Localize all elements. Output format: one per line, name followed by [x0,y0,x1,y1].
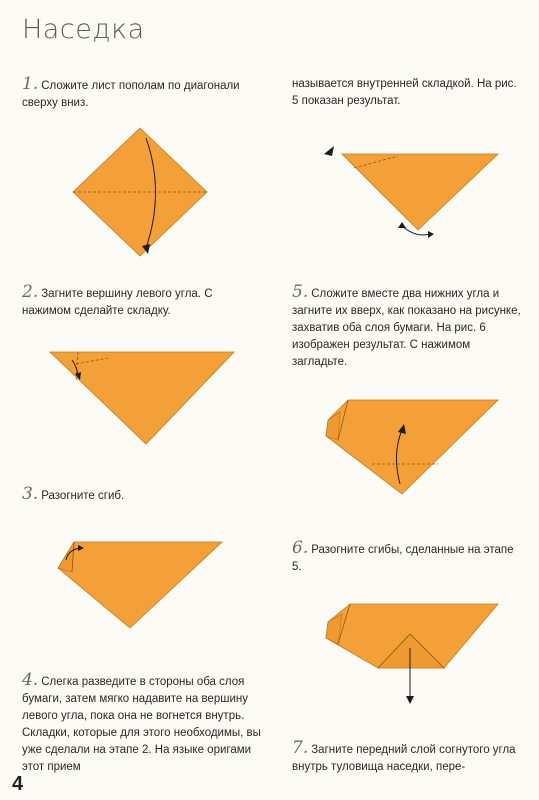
step-3-number: 3. [22,484,39,504]
step-1-instruction: Сложите лист пополам по диагонали сверху вниз. [22,80,240,109]
step-2-text [22,284,242,320]
step-6-number: 6. [292,538,309,558]
step-4-continuation-text: называется внутренней складкой. На рис. 5 показан результат. [292,78,517,107]
step-2-instruction: Загните вершину левого угла. С нажимом сделайте складку. [22,288,213,317]
figure-step-6 [318,598,503,708]
step-4-continuation [292,76,522,110]
figure-step-5 [318,394,503,504]
step-1-text [22,76,267,112]
step-1-number: 1. [22,74,39,94]
step-7-number: 7. [292,738,309,758]
step-2-number: 2. [22,282,39,302]
page-number: 4 [12,773,24,795]
step-4-instruction: Слегка разведите в стороны оба слоя бумаги, затем мягко надавите на вершину левого угла, пока она не вогнется внутрь. Складки, которые для этого необходимы, вы уже сделали на этапе 2. На языке оригами этот прием [22,676,261,773]
step-3-instruction: Разогните сгиб. [41,490,125,502]
figure-step-4 [320,142,505,242]
step-4-number: 4. [22,670,39,690]
figure-step-2 [48,350,238,450]
step-6-text [292,540,517,576]
figure-step-1 [70,128,210,258]
step-4-text [22,672,267,776]
step-3-text [22,486,242,505]
page-title: Наседка [22,14,145,45]
step-5-text [292,284,527,371]
step-7-text [292,740,527,776]
step-5-number: 5. [292,282,309,302]
step-6-instruction: Разогните сгибы, сделанные на этапе 5. [292,544,514,573]
figure-step-3 [52,536,232,636]
step-7-instruction: Загните передний слой согнутого угла внутрь туловища наседки, пере- [292,744,516,773]
step-5-instruction: Сложите вместе два нижних угла и загните их вверх, как показано на рисунке, захватив оба слоя бумаги. На рис. 6 изображен результат. С нажимом загладьте. [292,288,521,368]
